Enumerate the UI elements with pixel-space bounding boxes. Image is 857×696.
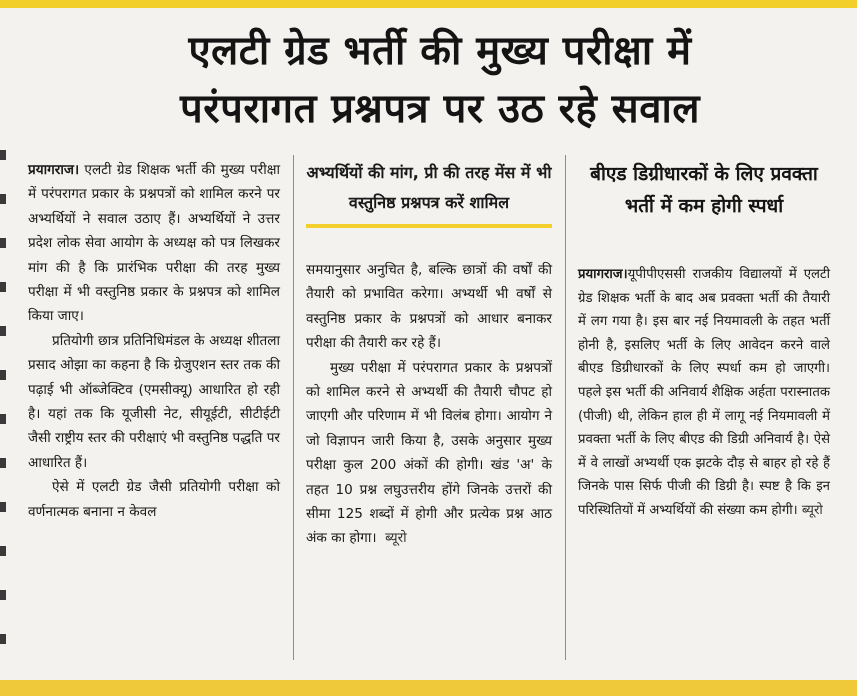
left-edge-cropped-column xyxy=(0,150,10,670)
article-column-1 xyxy=(28,158,280,524)
headline-line-1: एलटी ग्रेड भर्ती की मुख्य परीक्षा में xyxy=(188,28,692,74)
headline xyxy=(40,22,840,138)
subheading-yellow-underline xyxy=(306,224,552,228)
article-column-2 xyxy=(306,258,552,551)
col3-paragraph-1: प्रयागराज।यूपीपीएससी राजकीय विद्यालयों में एलटी ग्रेड शिक्षक भर्ती के बाद अब प्रवक्ता भर्ती की तैयारी में लग गया है। इस बार नई नियमावली के तहत भर्ती होनी है, इसलिए भर्ती के लिए आवेदन करने वाले बीएड डिग्रीधारकों के लिए स्पर्धा कम हो जाएगी। पहले इस भर्ती की अनिवार्य शैक्षिक अर्हता परास्नातक (पीजी) थी, लेकिन हाल ही में लागू नई नियमावली में प्रवक्ता भर्ती के लिए बीएड की डिग्री अनिवार्य है। ऐसे में वे लाखों अभ्यर्थी एक झटके दौड़ से बाहर हो रहे हैं जिनके पास सिर्फ पीजी की डिग्री है। स्पष्ट है कि इन परिस्थितियों में अभ्यर्थियों की संख्या कम होगी। ब्यूरो xyxy=(578,267,830,518)
column-divider-2 xyxy=(565,155,566,660)
col3-credit: ब्यूरो xyxy=(801,502,823,518)
column-divider-1 xyxy=(293,155,294,660)
col3-subheading: बीएड डिग्रीधारकों के लिए प्रवक्ता भर्ती में कम होगी स्पर्धा xyxy=(590,163,818,217)
article-column-3 xyxy=(578,263,830,523)
col3-dateline: प्रयागराज। xyxy=(578,267,628,282)
col2-paragraph-1: समयानुसार अनुचित है, बल्कि छात्रों की वर्षों की तैयारी को प्रभावित करेगा। अभ्यर्थी भी वर्षों से वस्तुनिष्ठ प्रकार के प्रश्नपत्रों को आधार बनाकर परीक्षा की तैयारी कर रहे हैं। xyxy=(306,262,552,352)
col1-dateline: प्रयागराज। xyxy=(28,162,80,178)
top-yellow-strip xyxy=(0,0,857,8)
col1-paragraph-3: ऐसे में एलटी ग्रेड जैसी प्रतियोगी परीक्षा को वर्णनात्मक बनाना न केवल xyxy=(28,479,280,520)
bottom-yellow-strip xyxy=(0,680,857,696)
col2-subheading: अभ्यर्थियों की मांग, प्री की तरह मेंस में भी वस्तुनिष्ठ प्रश्नपत्र करें शामिल xyxy=(306,158,552,218)
col1-paragraph-2: प्रतियोगी छात्र प्रतिनिधिमंडल के अध्यक्ष शीतला प्रसाद ओझा का कहना है कि ग्रेजुएशन स्तर तक की पढ़ाई भी ऑब्जेक्टिव (एमसीक्यू) आधारित हो रही है। यहां तक कि यूजीसी नेट, सीयूईटी, सीटीईटी जैसी राष्ट्रीय स्तर की परीक्षाएं भी वस्तुनिष्ठ पद्धति पर आधारित हैं। xyxy=(28,332,280,471)
headline-line-2: परंपरागत प्रश्नपत्र पर उठ रहे सवाल xyxy=(180,86,700,132)
col2-credit: ब्यूरो xyxy=(385,530,407,547)
col1-paragraph-1: प्रयागराज। एलटी ग्रेड शिक्षक भर्ती की मुख्य परीक्षा में परंपरागत प्रकार के प्रश्नपत्रों को शामिल करने पर अभ्यर्थियों ने सवाल उठाए हैं। अभ्यर्थियों ने उत्तर प्रदेश लोक सेवा आयोग के अध्यक्ष को पत्र लिखकर मांग की है कि प्रारंभिक परीक्षा की तरह मुख्य परीक्षा में भी वस्तुनिष्ठ प्रकार के प्रश्नपत्र को शामिल किया जाए। xyxy=(28,162,280,325)
col2-paragraph-2: मुख्य परीक्षा में परंपरागत प्रकार के प्रश्नपत्रों को शामिल करने से अभ्यर्थी की तैयारी चौपट हो जाएगी और परिणाम में भी विलंब होगा। आयोग ने जो विज्ञापन जारी किया है, उसके अनुसार मुख्य परीक्षा कुल 200 अंकों की होगी। खंड 'अ' के तहत 10 प्रश्न लघुउत्तरीय होंगे जिनके उत्तरों की सीमा 125 शब्दों में होगी और प्रत्येक प्रश्न आठ अंक का होगा। ब्यूरो xyxy=(306,359,552,547)
